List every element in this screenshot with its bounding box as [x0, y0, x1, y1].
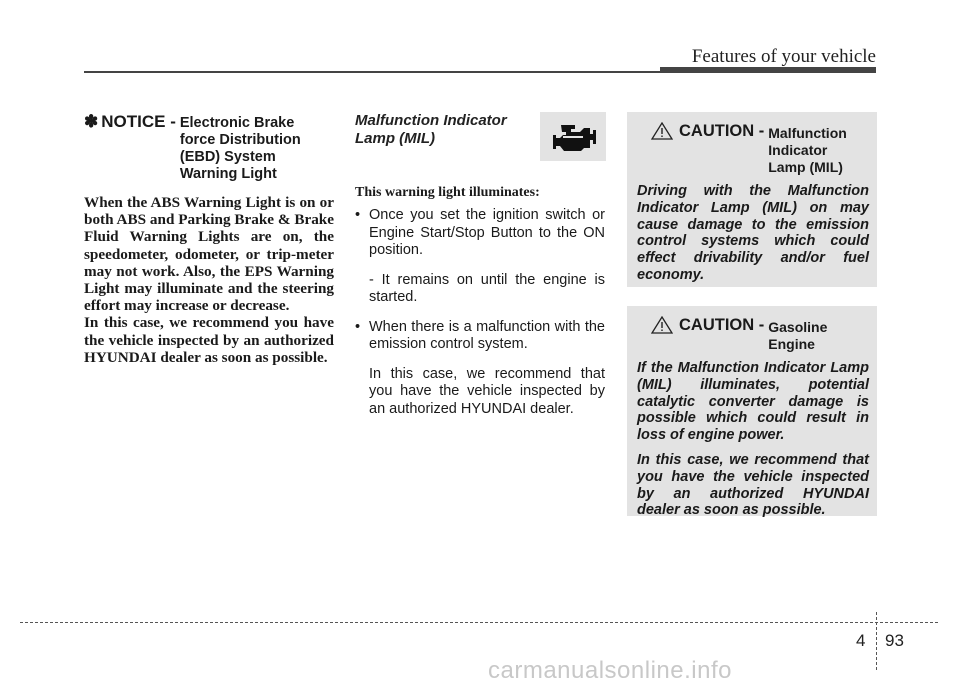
list-item: • Once you set the ignition switch or Engine Start/Stop Button to the ON position. - It remains on until the engine is started. — [355, 207, 605, 305]
notice-heading — [84, 112, 334, 183]
bullet: • — [355, 207, 361, 223]
notice-body — [84, 194, 334, 366]
warning-triangle-icon — [651, 122, 673, 140]
caution-body: If the Malfunction Indicator Lamp (MIL) illuminates, potential catalytic converter damage is possible which could result in loss of engine power. In this case, we recommend that you have the vehicle inspected by an authorized HYUNDAI dealer as soon as possible. — [637, 360, 869, 519]
notice-paragraph: When the ABS Warning Light is on or both ABS and Parking Brake & Brake Fluid Warning Lights are on, the speedometer, odometer, or trip-meter may not work. Also, the EPS Warning Light may illuminate and the steering effort may increase or decrease. — [84, 194, 334, 315]
notice-subtitle: Electronic Brake force Distribution (EBD) System Warning Light — [179, 115, 301, 182]
notice-label: NOTICE - — [101, 112, 176, 131]
caution-label: CAUTION - — [679, 316, 765, 334]
caution-subtitle: Gasoline Engine — [768, 319, 828, 352]
list-item: • When there is a malfunction with the emission control system. In this case, we recommend that you have the vehicle inspected by an authorized HYUNDAI dealer. — [355, 318, 605, 417]
chapter-number: 4 — [856, 631, 866, 650]
caution-heading — [637, 122, 869, 176]
header-rule-accent — [660, 67, 876, 73]
notice-section — [84, 112, 334, 366]
notice-symbol-icon: ✽ — [84, 112, 99, 131]
footer-rule — [20, 622, 938, 623]
mil-intro: This warning light illuminates: — [355, 185, 540, 200]
watermark: carmanualsonline.info — [488, 657, 732, 684]
notice-paragraph: In this case, we recommend you have the vehicle inspected by an authorized HYUNDAI dealer as soon as possible. — [84, 314, 334, 366]
mil-list — [355, 207, 605, 430]
page-number: 93 — [885, 631, 904, 650]
caution-box-mil — [627, 112, 877, 287]
bullet: • — [355, 318, 361, 335]
caution-box-gasoline — [627, 306, 877, 519]
caution-heading — [637, 316, 869, 353]
caution-body: Driving with the Malfunction Indicator Lamp (MIL) on may cause damage to the emission control systems which could effect drivability and/or fuel economy. — [637, 183, 869, 283]
header-title: Features of your vehicle — [691, 46, 876, 67]
footer-divider — [876, 612, 877, 670]
mil-title: Malfunction Indicator Lamp (MIL) — [355, 112, 507, 147]
caution-label: CAUTION - — [679, 122, 765, 140]
engine-check-icon — [540, 112, 606, 161]
warning-triangle-icon — [651, 316, 673, 334]
caution-subtitle: Malfunction Indicator Lamp (MIL) — [768, 125, 847, 175]
